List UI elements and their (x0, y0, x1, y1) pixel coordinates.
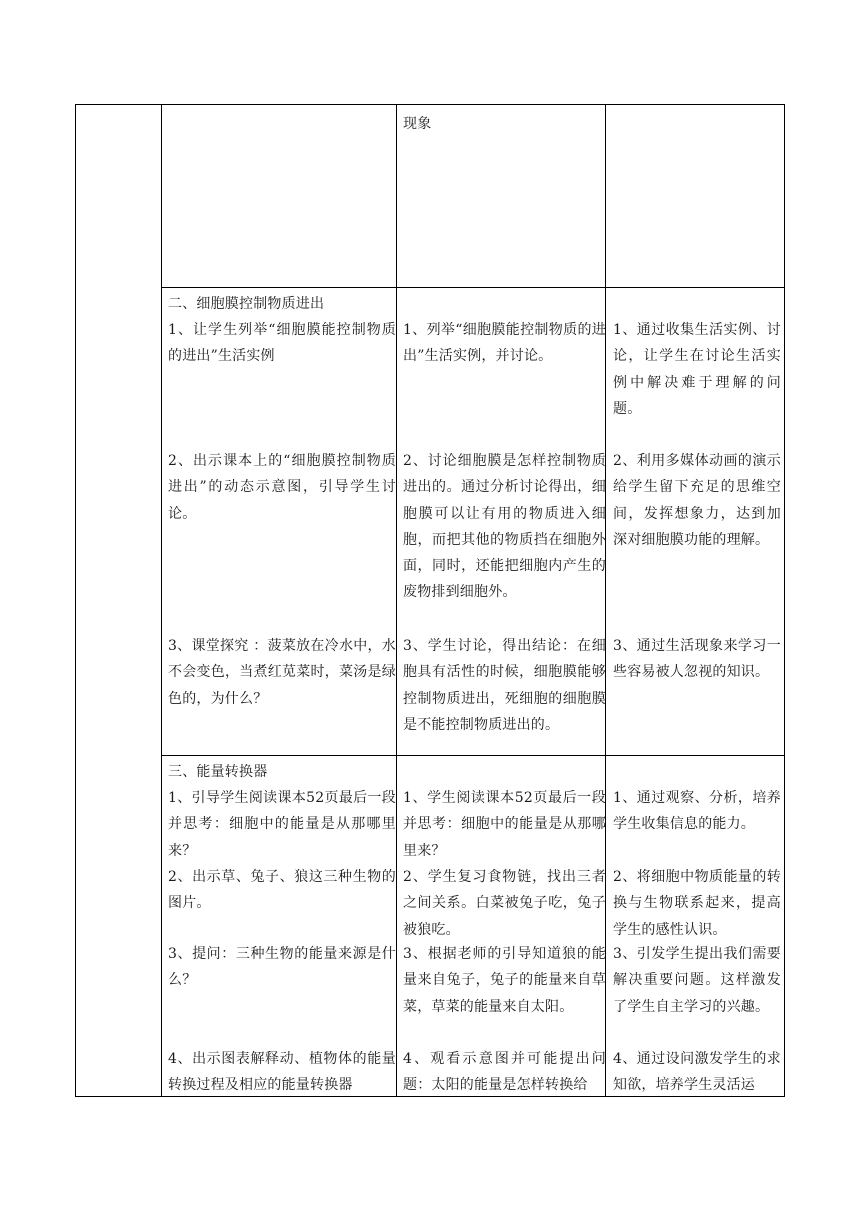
section-heading-energy: 三、能量转换器 (168, 764, 268, 780)
design-intent-item: 1、通过观察、分析，培养学生收集信息的能力。 (613, 790, 781, 833)
column-divider (161, 105, 162, 1096)
student-activity-item: 2、讨论细胞膜是怎样控制物质进出的。通过分析讨论得出，细胞膜可以让有用的物质进入细胞，而把其他的物质挡在细胞外面，同时，还能把细胞内产生的废物排到细胞外。 (403, 453, 606, 601)
lesson-plan-table (75, 104, 785, 1097)
design-intent-item: 3、通过生活现象来学习一些容易被人忽视的知识。 (613, 638, 781, 681)
student-activity-item: 1、学生阅读课本52页最后一段并思考：细胞中的能量是从那哪里来？ (403, 790, 606, 859)
teacher-activity-item: 2、出示草、兔子、狼这三种生物的图片。 (168, 869, 396, 912)
section-heading-membrane: 二、细胞膜控制物质进出 (168, 296, 325, 312)
teacher-activity-item: 2、出示课本上的“细胞膜控制物质进出”的动态示意图，引导学生讨论。 (168, 453, 396, 522)
design-intent-item: 4、通过设问激发学生的求知欲，培养学生灵活运 (613, 1051, 781, 1094)
row-divider (161, 287, 784, 288)
student-activity-item: 3、学生讨论，得出结论：在细胞具有活性的时候，细胞膜能够控制物质进出，死细胞的细胞膜是不能控制物质进出的。 (403, 638, 606, 733)
teacher-activity-item: 3、课堂探究 ：菠菜放在冷水中，水不会变色，当煮红苋菜时，菜汤是绿色的，为什么？ (168, 638, 396, 707)
design-intent-item: 1、通过收集生活实例、讨论，让学生在讨论生活实例中解决难于理解的问题。 (613, 322, 781, 417)
student-activity-item: 1、列举“细胞膜能控制物质的进出”生活实例，并讨论。 (403, 322, 606, 365)
teacher-activity-item: 3、提问：三种生物的能量来源是什么？ (168, 946, 396, 989)
row1-student-activity: 现象 (403, 116, 432, 132)
student-activity-item: 3、根据老师的引导知道狼的能量来自兔子，兔子的能量来自草菜，草菜的能量来自太阳。 (403, 946, 606, 1015)
design-intent-item: 3、引发学生提出我们需要解决重要问题。这样激发了学生自主学习的兴趣。 (613, 946, 781, 1015)
column-divider (396, 105, 397, 1096)
student-activity-item: 4、观看示意图并可能提出问题：太阳的能量是怎样转换给 (403, 1051, 606, 1094)
teacher-activity-item: 1、引导学生阅读课本52页最后一段并思考：细胞中的能量是从那哪里来？ (168, 790, 396, 859)
row-divider (161, 755, 784, 756)
student-activity-item: 2、学生复习食物链，找出三者之间关系。白菜被兔子吃，兔子被狼吃。 (403, 869, 606, 938)
design-intent-item: 2、将细胞中物质能量的转换与生物联系起来，提高学生的感性认识。 (613, 869, 781, 938)
teacher-activity-item: 4、出示图表解释动、植物体的能量转换过程及相应的能量转换器 (168, 1051, 396, 1094)
teacher-activity-item: 1、让学生列举“细胞膜能控制物质的进出”生活实例 (168, 322, 396, 365)
design-intent-item: 2、利用多媒体动画的演示给学生留下充足的思维空间，发挥想象力，达到加深对细胞膜功能的理解。 (613, 453, 781, 548)
